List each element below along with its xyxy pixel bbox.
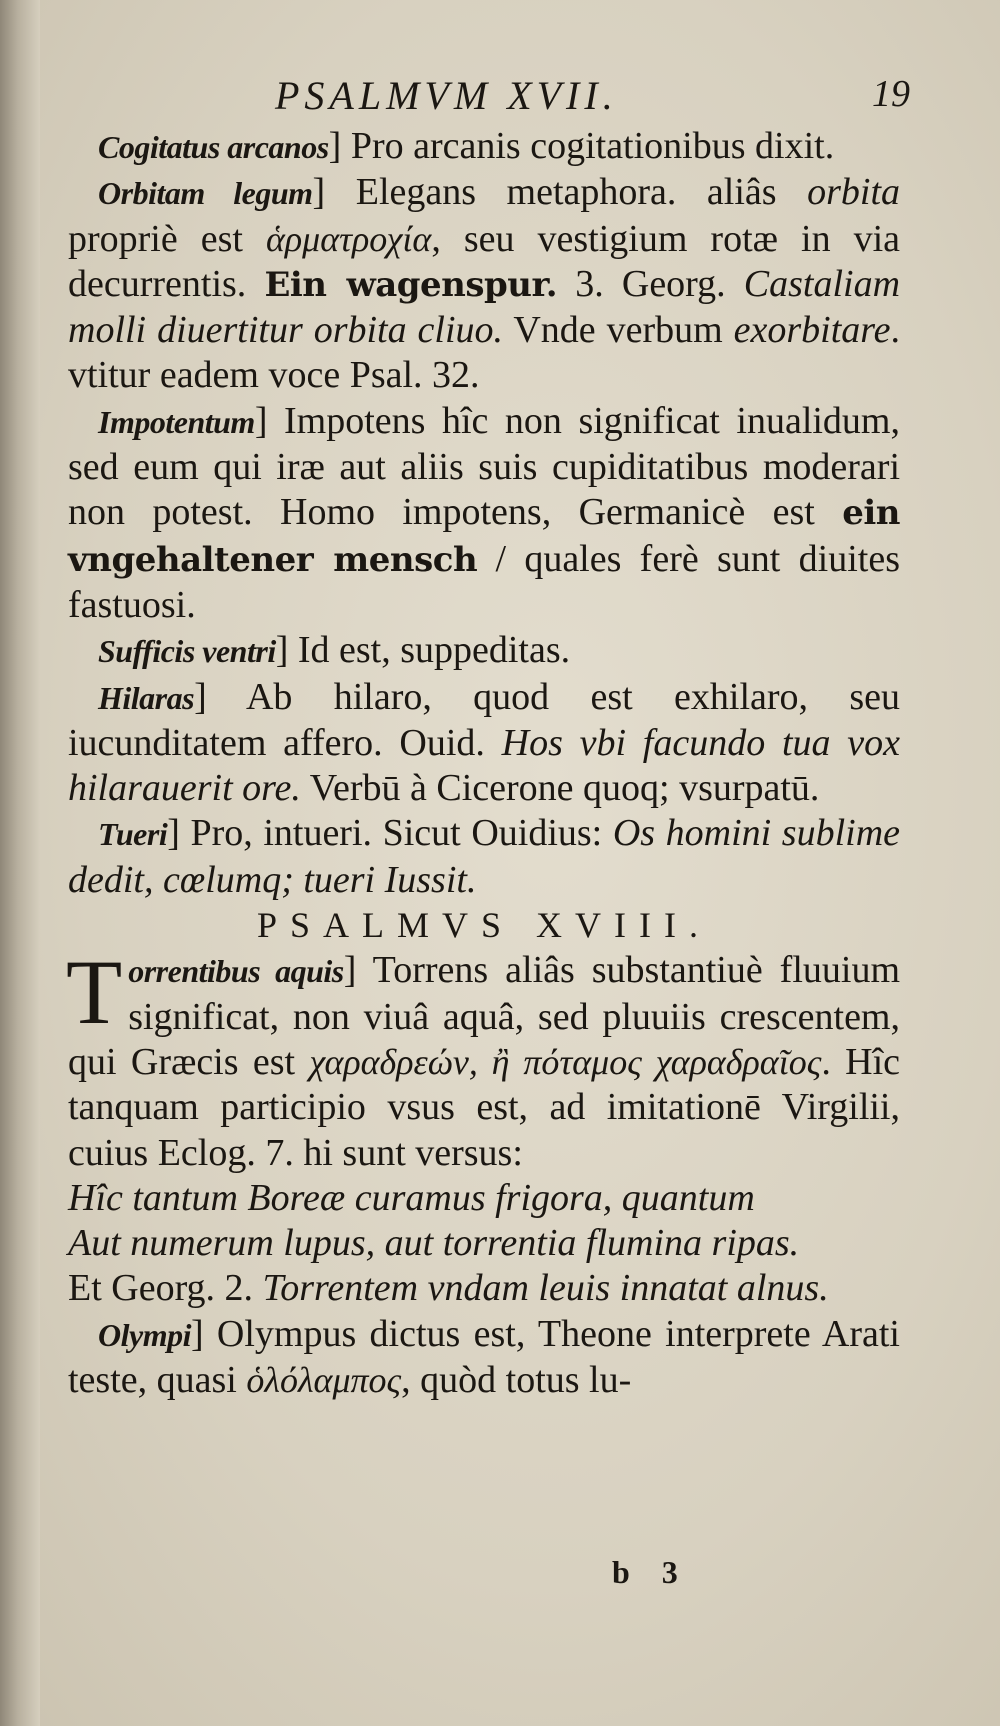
note-lemma: Sufficis ventri — [98, 633, 276, 670]
commentary-note — [68, 675, 900, 812]
psalm-xviii-heading: PSALMVS XVIII. — [256, 905, 712, 946]
commentary-note — [68, 811, 900, 903]
note-text — [68, 1313, 900, 1401]
blackletter-german: Ein wagenspur. — [264, 264, 558, 305]
commentary-note — [68, 124, 900, 170]
signature-mark: b 3 — [612, 1554, 678, 1590]
note-lemma: Tueri — [98, 816, 168, 853]
note-text-run: ] Impotens hîc non significat inualidum, sed eum qui iræ aut aliis suis cupiditatibus moderari non potest. Homo impotens, Germanicè est — [68, 399, 900, 534]
page-number: 19 — [872, 73, 910, 115]
note-text-run: Et Georg. 2. — [68, 1267, 263, 1310]
greek-term: ἁρματροχία — [266, 218, 432, 259]
psalm-xviii-first-note — [66, 941, 901, 1175]
note-lemma: Olympi — [98, 1316, 191, 1353]
note-text-run: ] Pro arcanis cogitationibus dixit. — [328, 125, 835, 167]
page-body — [68, 124, 900, 1403]
commentary-note — [68, 170, 900, 398]
note-text-run: propriè est — [68, 217, 266, 260]
note-text-run: ] Elegans metaphora. aliâs — [312, 171, 808, 214]
note-text-run: . Hîc tanquam participio vsus est, ad imitationē Virgilii, cuius Eclog. 7. hi sunt versus: — [68, 1040, 900, 1174]
latin-quotation: Castaliam molli diuertitur orbita cliuo. — [68, 262, 901, 352]
commentary-note — [68, 399, 900, 628]
latin-quotation: Os homini sublime dedit, cœlumq; tueri Iussit. — [68, 812, 901, 901]
note-text-run: ] Pro, intueri. Sicut Ouidius: — [167, 812, 613, 855]
greek-term: ὁλόλαμπος — [246, 1360, 402, 1401]
page-gutter — [0, 0, 40, 1726]
verse-line: Hîc tantum Boreæ curamus frigora, quantum — [68, 1176, 755, 1219]
note-lemma: Hilaras — [98, 679, 195, 716]
note-text-run: ] Ab hilaro, quod est exhilaro, seu iucunditatem affero. Ouid. — [68, 675, 900, 764]
georg-citation — [68, 1266, 900, 1311]
latin-quotation: orbita — [807, 171, 901, 214]
commentary-note — [68, 628, 900, 674]
note-text-run: 3. Georg. — [557, 262, 744, 305]
note-text-run: Vnde verbum — [503, 309, 734, 352]
latin-quotation: Hos vbi facundo tua vox hilarauerit ore. — [68, 721, 900, 810]
latin-quotation: exorbitare — [733, 309, 891, 352]
drop-cap: T — [66, 941, 123, 1044]
page-header — [60, 72, 910, 122]
latin-quotation: Torrentem vndam leuis innatat alnus. — [262, 1267, 829, 1310]
note-text-run: Verbū à Cicerone quoq; vsurpatū. — [300, 767, 820, 810]
note-text-run: ] Id est, suppeditas. — [275, 629, 571, 672]
blackletter-german: ein vngehaltener mensch — [68, 493, 900, 580]
note-text-run: . vtitur eadem voce Psal. 32. — [68, 309, 900, 397]
psalm-xvii-notes — [68, 124, 900, 903]
note-text-run: ] Torrens aliâs substantiuè fluuium significat, non viuâ aquâ, sed pluuiis crescentem, qui Græcis est — [68, 949, 901, 1083]
note-lemma: Cogitatus arcanos — [98, 129, 329, 165]
running-title: PSALMVM XVII. — [275, 73, 618, 118]
note-text-run: , quòd totus lu- — [401, 1359, 632, 1402]
note-text-run: , seu vestigium rotæ in via decurrentis. — [68, 217, 901, 305]
note-lemma: orrentibus aquis — [128, 953, 344, 990]
note-text-run: ] Olympus dictus est, Theone interprete Arati teste, quasi — [68, 1312, 900, 1402]
verse-line: Aut numerum lupus, aut torrentia flumina ripas. — [68, 1222, 800, 1265]
note-lemma: Orbitam legum — [98, 175, 313, 212]
olympi-note — [68, 1312, 900, 1404]
note-lemma: Impotentum — [98, 403, 255, 440]
greek-term: χαραδρεών, ἢ πόταμος χαραδραῖος — [309, 1041, 822, 1082]
note-text-run: / quales ferè sunt diuites fastuosi. — [68, 537, 900, 626]
